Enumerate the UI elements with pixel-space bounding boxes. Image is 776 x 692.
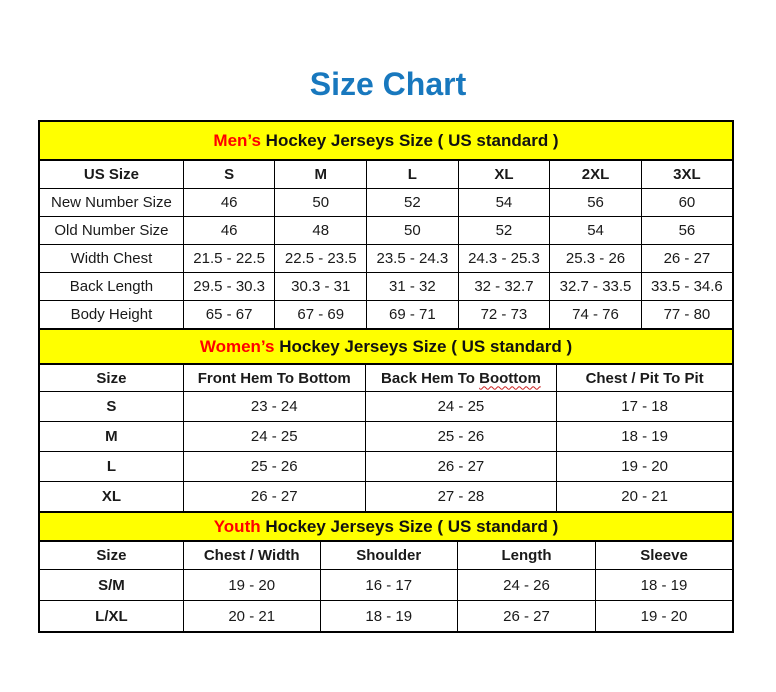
row-label: L/XL	[39, 601, 183, 633]
page-title: Size Chart	[309, 66, 467, 102]
table-cell: 52	[458, 217, 550, 245]
mens-section-header	[38, 120, 734, 161]
table-row	[39, 482, 733, 513]
table-cell: 24 - 26	[457, 570, 595, 601]
column-header	[365, 364, 557, 392]
column-header: Chest / Pit To Pit	[557, 364, 733, 392]
table-cell: 26 - 27	[183, 482, 365, 513]
table-cell: 16 - 17	[320, 570, 457, 601]
youth-section-header-highlight: Youth	[213, 516, 261, 536]
table-cell: 24 - 25	[183, 422, 365, 452]
table-cell: 50	[275, 189, 367, 217]
misspelled-word: Boottom	[479, 369, 541, 387]
youth-size-table	[38, 540, 734, 633]
youth-header-row	[39, 541, 733, 570]
column-header: M	[275, 160, 367, 189]
table-cell: 18 - 19	[320, 601, 457, 633]
row-label: New Number Size	[39, 189, 183, 217]
column-header: L	[367, 160, 459, 189]
table-cell: 56	[550, 189, 642, 217]
womens-section-header-highlight: Women’s	[199, 336, 275, 356]
table-cell: 27 - 28	[365, 482, 557, 513]
column-header: S	[183, 160, 275, 189]
table-cell: 54	[458, 189, 550, 217]
mens-section-header-highlight: Men’s	[213, 130, 261, 150]
table-cell: 24.3 - 25.3	[458, 245, 550, 273]
column-header: Size	[39, 541, 183, 570]
table-row	[39, 217, 733, 245]
row-label: Old Number Size	[39, 217, 183, 245]
table-cell: 48	[275, 217, 367, 245]
column-header: Size	[39, 364, 183, 392]
mens-size-table	[38, 159, 734, 330]
table-cell: 33.5 - 34.6	[641, 273, 733, 301]
womens-section-header	[38, 328, 734, 365]
table-cell: 29.5 - 30.3	[183, 273, 275, 301]
table-cell: 67 - 69	[275, 301, 367, 330]
table-cell: 19 - 20	[596, 601, 733, 633]
row-label: Back Length	[39, 273, 183, 301]
table-row	[39, 273, 733, 301]
table-row	[39, 245, 733, 273]
table-cell: 17 - 18	[557, 392, 733, 422]
row-label: M	[39, 422, 183, 452]
youth-section-header	[38, 511, 734, 542]
table-cell: 25 - 26	[365, 422, 557, 452]
table-cell: 26 - 27	[457, 601, 595, 633]
column-header: Sleeve	[596, 541, 733, 570]
row-label: S/M	[39, 570, 183, 601]
row-label: L	[39, 452, 183, 482]
size-chart	[38, 120, 734, 633]
table-cell: 20 - 21	[557, 482, 733, 513]
row-label: Body Height	[39, 301, 183, 330]
table-cell: 23.5 - 24.3	[367, 245, 459, 273]
womens-section	[38, 328, 734, 513]
column-header: 3XL	[641, 160, 733, 189]
table-cell: 25.3 - 26	[550, 245, 642, 273]
row-label: Width Chest	[39, 245, 183, 273]
row-label: XL	[39, 482, 183, 513]
table-row	[39, 392, 733, 422]
table-cell: 46	[183, 217, 275, 245]
table-cell: 50	[367, 217, 459, 245]
table-cell: 32 - 32.7	[458, 273, 550, 301]
table-cell: 26 - 27	[365, 452, 557, 482]
womens-section-header-text: Hockey Jerseys Size ( US standard )	[274, 336, 573, 356]
mens-section-header-text: Hockey Jerseys Size ( US standard )	[260, 130, 559, 150]
table-cell: 19 - 20	[557, 452, 733, 482]
table-cell: 23 - 24	[183, 392, 365, 422]
mens-header-row	[39, 160, 733, 189]
womens-size-table	[38, 363, 734, 513]
table-cell: 18 - 19	[596, 570, 733, 601]
table-cell: 26 - 27	[641, 245, 733, 273]
table-cell: 52	[367, 189, 459, 217]
table-cell: 72 - 73	[458, 301, 550, 330]
table-cell: 31 - 32	[367, 273, 459, 301]
table-cell: 30.3 - 31	[275, 273, 367, 301]
column-header-text: Back Hem To	[381, 369, 480, 387]
table-row	[39, 189, 733, 217]
table-cell: 56	[641, 217, 733, 245]
column-header: 2XL	[550, 160, 642, 189]
table-row	[39, 601, 733, 633]
row-label: S	[39, 392, 183, 422]
table-cell: 46	[183, 189, 275, 217]
table-cell: 22.5 - 23.5	[275, 245, 367, 273]
table-cell: 20 - 21	[183, 601, 320, 633]
table-cell: 65 - 67	[183, 301, 275, 330]
table-cell: 18 - 19	[557, 422, 733, 452]
table-cell: 77 - 80	[641, 301, 733, 330]
table-cell: 54	[550, 217, 642, 245]
column-header: US Size	[39, 160, 183, 189]
table-cell: 74 - 76	[550, 301, 642, 330]
table-row	[39, 422, 733, 452]
table-cell: 32.7 - 33.5	[550, 273, 642, 301]
column-header: Chest / Width	[183, 541, 320, 570]
table-row	[39, 301, 733, 330]
column-header: Shoulder	[320, 541, 457, 570]
column-header: XL	[458, 160, 550, 189]
youth-section-header-text: Hockey Jerseys Size ( US standard )	[260, 516, 559, 536]
mens-section	[38, 120, 734, 330]
table-cell: 25 - 26	[183, 452, 365, 482]
table-cell: 24 - 25	[365, 392, 557, 422]
table-cell: 69 - 71	[367, 301, 459, 330]
youth-section	[38, 511, 734, 633]
table-row	[39, 452, 733, 482]
table-cell: 21.5 - 22.5	[183, 245, 275, 273]
womens-header-row	[39, 364, 733, 392]
table-cell: 60	[641, 189, 733, 217]
column-header: Front Hem To Bottom	[183, 364, 365, 392]
table-cell: 19 - 20	[183, 570, 320, 601]
table-row	[39, 570, 733, 601]
column-header: Length	[457, 541, 595, 570]
